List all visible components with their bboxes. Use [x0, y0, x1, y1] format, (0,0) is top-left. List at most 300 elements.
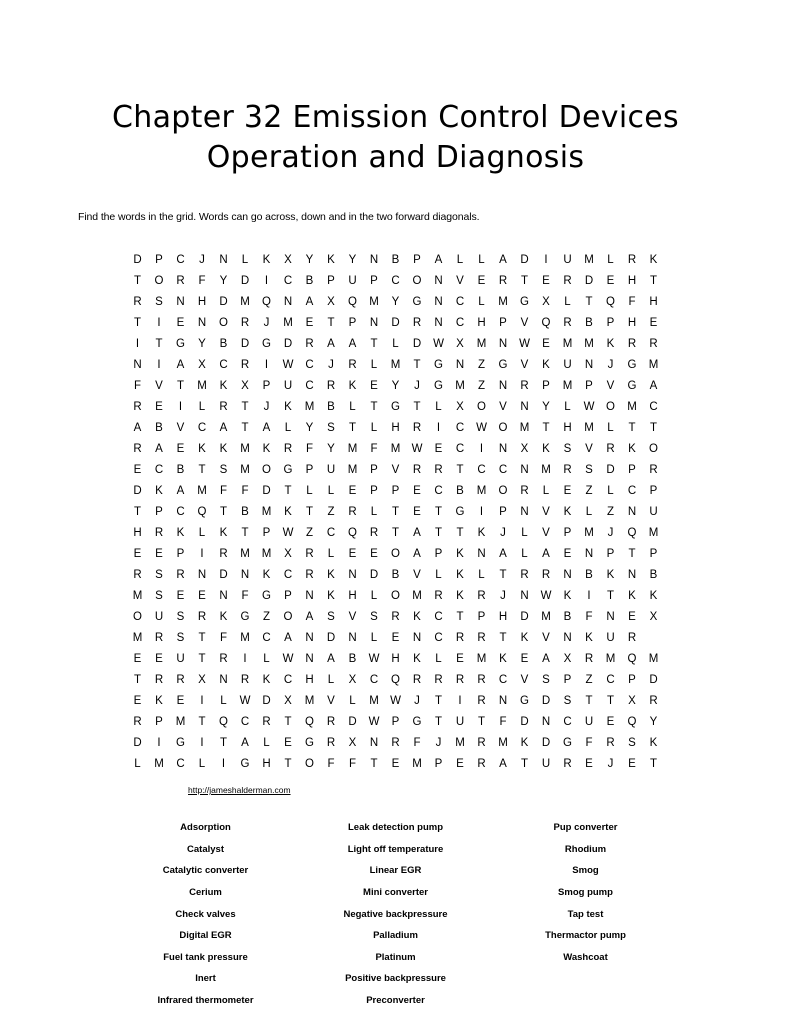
grid-letter[interactable]: G [498, 358, 508, 371]
grid-letter[interactable]: A [327, 652, 335, 665]
grid-letter[interactable]: E [348, 547, 357, 560]
grid-letter[interactable]: L [198, 526, 206, 539]
grid-letter[interactable]: M [627, 400, 637, 413]
grid-letter[interactable]: I [479, 505, 484, 518]
grid-letter[interactable]: J [500, 589, 506, 602]
grid-letter[interactable]: B [391, 568, 400, 581]
grid-letter[interactable]: Y [219, 274, 228, 287]
grid-letter[interactable]: F [370, 442, 378, 455]
grid-letter[interactable]: A [413, 526, 421, 539]
grid-letter[interactable]: K [413, 652, 421, 665]
grid-letter[interactable]: L [435, 652, 442, 665]
grid-letter[interactable]: T [413, 400, 421, 413]
grid-letter[interactable]: B [649, 568, 658, 581]
grid-letter[interactable]: W [433, 337, 444, 350]
grid-letter[interactable]: O [391, 589, 400, 602]
grid-letter[interactable]: I [221, 757, 226, 770]
grid-letter[interactable]: Z [262, 610, 271, 623]
grid-letter[interactable]: E [628, 610, 636, 623]
grid-letter[interactable]: K [219, 610, 228, 623]
grid-letter[interactable]: T [434, 526, 443, 539]
grid-letter[interactable]: S [155, 568, 163, 581]
grid-letter[interactable]: X [198, 358, 206, 371]
word-list-item[interactable]: Smog pump [558, 886, 613, 898]
grid-letter[interactable]: P [542, 379, 550, 392]
grid-letter[interactable]: N [606, 610, 615, 623]
grid-letter[interactable]: E [370, 379, 378, 392]
grid-letter[interactable]: R [154, 673, 164, 686]
grid-letter[interactable]: E [413, 484, 421, 497]
grid-letter[interactable]: D [348, 715, 357, 728]
grid-letter[interactable]: M [175, 715, 186, 728]
grid-letter[interactable]: U [649, 505, 658, 518]
grid-letter[interactable]: R [391, 610, 400, 623]
grid-letter[interactable]: R [627, 631, 637, 644]
grid-letter[interactable]: W [411, 442, 423, 455]
grid-letter[interactable]: Q [262, 295, 271, 308]
grid-letter[interactable]: Y [198, 337, 206, 350]
grid-letter[interactable]: K [649, 253, 658, 266]
grid-letter[interactable]: B [456, 484, 464, 497]
grid-letter[interactable]: A [413, 547, 421, 560]
grid-letter[interactable]: I [436, 421, 441, 434]
grid-letter[interactable]: G [262, 589, 271, 602]
grid-letter[interactable]: M [304, 694, 315, 707]
grid-letter[interactable]: R [477, 757, 486, 770]
word-list-item[interactable]: Catalyst [187, 843, 224, 855]
grid-letter[interactable]: V [520, 358, 529, 371]
grid-letter[interactable]: R [305, 337, 314, 350]
grid-letter[interactable]: K [499, 652, 507, 665]
grid-letter[interactable]: L [435, 568, 442, 581]
grid-letter[interactable]: L [370, 505, 378, 518]
grid-letter[interactable]: H [391, 652, 400, 665]
grid-letter[interactable]: L [263, 652, 270, 665]
grid-letter[interactable]: A [434, 253, 443, 266]
grid-letter[interactable]: N [455, 358, 465, 371]
grid-letter[interactable]: Q [627, 526, 637, 539]
grid-letter[interactable]: P [155, 715, 163, 728]
grid-letter[interactable]: Q [391, 673, 400, 686]
word-list-item[interactable]: Platinum [375, 951, 416, 963]
grid-letter[interactable]: C [305, 358, 314, 371]
grid-letter[interactable]: M [498, 736, 508, 749]
grid-letter[interactable]: Y [391, 379, 400, 392]
grid-letter[interactable]: K [348, 379, 357, 392]
grid-letter[interactable]: M [541, 610, 551, 623]
grid-letter[interactable]: U [455, 715, 465, 728]
grid-letter[interactable]: X [348, 673, 357, 686]
grid-letter[interactable]: P [628, 463, 636, 476]
grid-letter[interactable]: U [563, 358, 572, 371]
grid-letter[interactable]: T [649, 274, 658, 287]
grid-letter[interactable]: N [520, 463, 529, 476]
grid-letter[interactable]: E [585, 757, 593, 770]
grid-letter[interactable]: S [585, 463, 593, 476]
grid-letter[interactable]: M [197, 484, 207, 497]
grid-letter[interactable]: C [240, 715, 250, 728]
grid-letter[interactable]: U [563, 253, 572, 266]
grid-letter[interactable]: R [219, 400, 228, 413]
grid-letter[interactable]: K [262, 253, 271, 266]
grid-letter[interactable]: X [284, 253, 292, 266]
grid-letter[interactable]: L [542, 484, 550, 497]
grid-letter[interactable]: M [476, 652, 487, 665]
grid-letter[interactable]: I [157, 358, 161, 371]
grid-letter[interactable]: M [648, 652, 659, 665]
word-list-item[interactable]: Inert [195, 973, 216, 985]
grid-letter[interactable]: E [649, 316, 658, 329]
grid-letter[interactable]: V [542, 505, 550, 518]
grid-letter[interactable]: R [133, 442, 142, 455]
grid-letter[interactable]: T [133, 505, 142, 518]
grid-letter[interactable]: I [135, 337, 140, 350]
grid-letter[interactable]: L [478, 295, 485, 308]
grid-letter[interactable]: U [154, 610, 164, 623]
grid-letter[interactable]: N [369, 253, 379, 266]
grid-letter[interactable]: N [520, 589, 529, 602]
grid-letter[interactable]: P [155, 505, 163, 518]
word-list-item[interactable]: Check valves [175, 908, 236, 920]
grid-letter[interactable]: P [434, 757, 443, 770]
grid-letter[interactable]: E [456, 757, 464, 770]
grid-letter[interactable]: C [455, 421, 465, 434]
word-list-item[interactable]: Rhodium [564, 843, 607, 855]
grid-letter[interactable]: R [154, 526, 164, 539]
grid-letter[interactable]: V [606, 379, 615, 392]
grid-letter[interactable]: P [327, 274, 335, 287]
grid-letter[interactable]: C [369, 673, 379, 686]
grid-letter[interactable]: D [133, 736, 142, 749]
grid-letter[interactable]: R [455, 631, 465, 644]
grid-letter[interactable]: D [133, 484, 142, 497]
grid-letter[interactable]: T [133, 673, 142, 686]
grid-letter[interactable]: C [176, 757, 185, 770]
grid-letter[interactable]: T [606, 694, 615, 707]
grid-letter[interactable]: V [327, 694, 335, 707]
grid-letter[interactable]: M [519, 421, 530, 434]
grid-letter[interactable]: W [282, 652, 294, 665]
grid-letter[interactable]: C [391, 274, 400, 287]
grid-letter[interactable]: M [197, 379, 207, 392]
grid-letter[interactable]: T [606, 589, 615, 602]
grid-letter[interactable]: W [282, 358, 294, 371]
grid-letter[interactable]: G [240, 610, 250, 623]
grid-letter[interactable]: K [520, 736, 529, 749]
grid-letter[interactable]: E [391, 631, 400, 644]
grid-letter[interactable]: W [282, 526, 294, 539]
grid-letter[interactable]: R [197, 610, 207, 623]
grid-letter[interactable]: R [326, 379, 336, 392]
grid-letter[interactable]: I [200, 736, 204, 749]
grid-letter[interactable]: K [219, 442, 228, 455]
grid-letter[interactable]: E [606, 715, 615, 728]
grid-letter[interactable]: E [198, 589, 206, 602]
grid-letter[interactable]: T [370, 337, 378, 350]
grid-letter[interactable]: P [262, 379, 271, 392]
grid-letter[interactable]: P [348, 316, 357, 329]
grid-letter[interactable]: R [584, 652, 594, 665]
grid-letter[interactable]: M [240, 547, 250, 560]
grid-letter[interactable]: R [326, 736, 336, 749]
grid-letter[interactable]: U [348, 274, 357, 287]
grid-letter[interactable]: L [198, 757, 206, 770]
grid-letter[interactable]: X [348, 736, 357, 749]
grid-letter[interactable]: N [563, 568, 572, 581]
grid-letter[interactable]: H [305, 673, 314, 686]
grid-letter[interactable]: A [155, 442, 163, 455]
grid-letter[interactable]: L [456, 253, 464, 266]
grid-letter[interactable]: T [499, 568, 507, 581]
grid-letter[interactable]: P [628, 673, 636, 686]
grid-letter[interactable]: L [327, 673, 335, 686]
grid-letter[interactable]: E [305, 316, 314, 329]
grid-letter[interactable]: D [541, 694, 551, 707]
grid-letter[interactable]: M [132, 589, 143, 602]
word-list-item[interactable]: Leak detection pump [347, 822, 443, 834]
grid-letter[interactable]: L [370, 421, 378, 434]
grid-letter[interactable]: R [477, 631, 486, 644]
grid-letter[interactable]: K [628, 589, 636, 602]
grid-letter[interactable]: P [563, 673, 572, 686]
grid-letter[interactable]: Y [327, 442, 335, 455]
grid-letter[interactable]: R [412, 463, 422, 476]
grid-letter[interactable]: M [261, 505, 272, 518]
grid-letter[interactable]: O [219, 316, 228, 329]
grid-letter[interactable]: M [476, 337, 487, 350]
grid-letter[interactable]: C [455, 442, 465, 455]
grid-letter[interactable]: F [133, 379, 142, 392]
grid-letter[interactable]: N [627, 505, 637, 518]
grid-letter[interactable]: I [458, 694, 462, 707]
grid-letter[interactable]: K [262, 442, 271, 455]
grid-letter[interactable]: A [176, 484, 185, 497]
grid-letter[interactable]: R [649, 337, 658, 350]
grid-letter[interactable]: F [327, 757, 335, 770]
grid-letter[interactable]: R [455, 673, 465, 686]
grid-letter[interactable]: D [240, 337, 250, 350]
grid-letter[interactable]: D [262, 484, 271, 497]
grid-letter[interactable]: J [263, 316, 270, 329]
grid-letter[interactable]: I [157, 736, 161, 749]
grid-letter[interactable]: N [305, 631, 314, 644]
grid-letter[interactable]: K [456, 547, 464, 560]
grid-letter[interactable]: E [176, 316, 185, 329]
grid-letter[interactable]: E [176, 589, 185, 602]
grid-letter[interactable]: L [370, 589, 378, 602]
grid-letter[interactable]: N [219, 253, 228, 266]
grid-letter[interactable]: T [456, 610, 464, 623]
grid-letter[interactable]: C [197, 421, 207, 434]
grid-letter[interactable]: E [520, 652, 529, 665]
grid-letter[interactable]: D [412, 337, 422, 350]
grid-letter[interactable]: A [327, 337, 335, 350]
grid-letter[interactable]: O [154, 274, 164, 287]
grid-letter[interactable]: R [412, 673, 422, 686]
grid-letter[interactable]: M [584, 253, 594, 266]
grid-letter[interactable]: G [434, 358, 443, 371]
grid-letter[interactable]: P [434, 547, 443, 560]
grid-letter[interactable]: G [176, 337, 185, 350]
grid-letter[interactable]: W [368, 715, 380, 728]
grid-letter[interactable]: W [390, 694, 401, 707]
grid-letter[interactable]: T [499, 631, 507, 644]
grid-letter[interactable]: I [264, 274, 269, 287]
grid-letter[interactable]: R [627, 253, 637, 266]
grid-letter[interactable]: X [284, 694, 292, 707]
grid-letter[interactable]: L [607, 421, 614, 434]
grid-letter[interactable]: E [370, 547, 378, 560]
grid-letter[interactable]: Q [541, 316, 551, 329]
grid-letter[interactable]: W [368, 652, 380, 665]
grid-letter[interactable]: X [241, 379, 249, 392]
grid-letter[interactable]: X [542, 295, 550, 308]
grid-letter[interactable]: U [326, 463, 336, 476]
grid-letter[interactable]: G [520, 295, 529, 308]
grid-letter[interactable]: M [369, 694, 379, 707]
grid-letter[interactable]: D [520, 610, 529, 623]
grid-letter[interactable]: G [434, 379, 443, 392]
grid-letter[interactable]: N [477, 547, 486, 560]
grid-letter[interactable]: P [499, 505, 507, 518]
grid-letter[interactable]: R [391, 736, 400, 749]
grid-letter[interactable]: W [519, 337, 530, 350]
grid-letter[interactable]: T [434, 694, 443, 707]
grid-letter[interactable]: H [627, 274, 637, 287]
grid-letter[interactable]: E [155, 400, 163, 413]
grid-letter[interactable]: N [498, 379, 508, 392]
grid-letter[interactable]: N [498, 442, 508, 455]
grid-letter[interactable]: S [628, 736, 636, 749]
grid-letter[interactable]: O [305, 757, 314, 770]
grid-letter[interactable]: I [479, 442, 484, 455]
grid-letter[interactable]: M [369, 295, 379, 308]
grid-letter[interactable]: A [262, 421, 271, 434]
grid-letter[interactable]: C [262, 631, 271, 644]
grid-letter[interactable]: K [456, 589, 464, 602]
grid-letter[interactable]: L [349, 400, 356, 413]
grid-letter[interactable]: E [434, 442, 443, 455]
grid-letter[interactable]: E [348, 484, 357, 497]
grid-letter[interactable]: E [542, 337, 550, 350]
grid-letter[interactable]: G [305, 736, 314, 749]
grid-letter[interactable]: M [132, 631, 143, 644]
grid-letter[interactable]: T [305, 505, 314, 518]
grid-letter[interactable]: N [584, 547, 594, 560]
grid-letter[interactable]: R [563, 757, 572, 770]
grid-letter[interactable]: T [241, 400, 249, 413]
grid-letter[interactable]: N [348, 631, 357, 644]
grid-letter[interactable]: L [607, 484, 614, 497]
grid-letter[interactable]: J [263, 400, 270, 413]
grid-letter[interactable]: X [456, 400, 464, 413]
grid-letter[interactable]: Q [606, 295, 615, 308]
grid-letter[interactable]: C [649, 400, 658, 413]
grid-letter[interactable]: G [240, 757, 250, 770]
grid-letter[interactable]: C [498, 463, 508, 476]
grid-letter[interactable]: M [412, 589, 422, 602]
grid-letter[interactable]: T [284, 757, 292, 770]
grid-letter[interactable]: C [176, 505, 185, 518]
grid-letter[interactable]: R [305, 568, 314, 581]
grid-letter[interactable]: T [456, 526, 464, 539]
grid-letter[interactable]: O [391, 547, 400, 560]
grid-letter[interactable]: T [413, 358, 421, 371]
grid-letter[interactable]: N [520, 505, 529, 518]
grid-letter[interactable]: C [154, 463, 164, 476]
grid-letter[interactable]: M [605, 652, 616, 665]
grid-letter[interactable]: P [499, 316, 507, 329]
grid-letter[interactable]: E [563, 547, 572, 560]
grid-letter[interactable]: P [370, 484, 378, 497]
grid-letter[interactable]: C [434, 610, 443, 623]
grid-letter[interactable]: L [392, 337, 399, 350]
grid-letter[interactable]: K [606, 337, 615, 350]
grid-letter[interactable]: E [176, 694, 185, 707]
grid-letter[interactable]: T [155, 337, 163, 350]
grid-letter[interactable]: R [477, 589, 486, 602]
grid-letter[interactable]: M [283, 316, 293, 329]
grid-letter[interactable]: K [155, 484, 163, 497]
grid-letter[interactable]: F [219, 484, 228, 497]
grid-letter[interactable]: M [584, 421, 594, 434]
grid-letter[interactable]: R [541, 568, 551, 581]
grid-letter[interactable]: S [327, 610, 335, 623]
grid-letter[interactable]: T [241, 526, 249, 539]
grid-letter[interactable]: X [628, 694, 636, 707]
grid-letter[interactable]: C [498, 673, 508, 686]
grid-letter[interactable]: P [585, 379, 593, 392]
grid-letter[interactable]: N [197, 316, 207, 329]
grid-letter[interactable]: T [520, 274, 529, 287]
grid-letter[interactable]: G [412, 715, 422, 728]
grid-letter[interactable]: S [327, 421, 335, 434]
grid-letter[interactable]: R [606, 736, 615, 749]
grid-letter[interactable]: N [219, 589, 228, 602]
grid-letter[interactable]: H [197, 295, 207, 308]
grid-letter[interactable]: O [498, 421, 508, 434]
grid-letter[interactable]: T [520, 757, 529, 770]
word-list-item[interactable]: Positive backpressure [345, 973, 446, 985]
grid-letter[interactable]: X [198, 673, 206, 686]
grid-letter[interactable]: K [155, 694, 163, 707]
word-list-item[interactable]: Thermactor pump [545, 930, 626, 942]
grid-letter[interactable]: J [607, 757, 614, 770]
grid-letter[interactable]: D [283, 337, 293, 350]
grid-letter[interactable]: G [262, 337, 271, 350]
grid-letter[interactable]: K [198, 442, 206, 455]
grid-letter[interactable]: A [305, 610, 314, 623]
grid-letter[interactable]: L [564, 400, 571, 413]
grid-letter[interactable]: V [155, 379, 163, 392]
grid-letter[interactable]: K [262, 568, 271, 581]
grid-letter[interactable]: S [542, 673, 550, 686]
grid-letter[interactable]: M [562, 337, 573, 350]
grid-letter[interactable]: I [200, 694, 204, 707]
grid-letter[interactable]: K [284, 400, 292, 413]
grid-letter[interactable]: L [349, 694, 356, 707]
grid-letter[interactable]: J [435, 736, 442, 749]
word-list-item[interactable]: Linear EGR [369, 865, 422, 877]
grid-letter[interactable]: S [370, 610, 378, 623]
grid-letter[interactable]: G [627, 379, 637, 392]
grid-letter[interactable]: F [198, 274, 206, 287]
grid-letter[interactable]: T [133, 274, 142, 287]
grid-letter[interactable]: R [176, 568, 185, 581]
grid-letter[interactable]: R [477, 694, 486, 707]
grid-letter[interactable]: R [133, 568, 142, 581]
grid-letter[interactable]: A [542, 652, 550, 665]
